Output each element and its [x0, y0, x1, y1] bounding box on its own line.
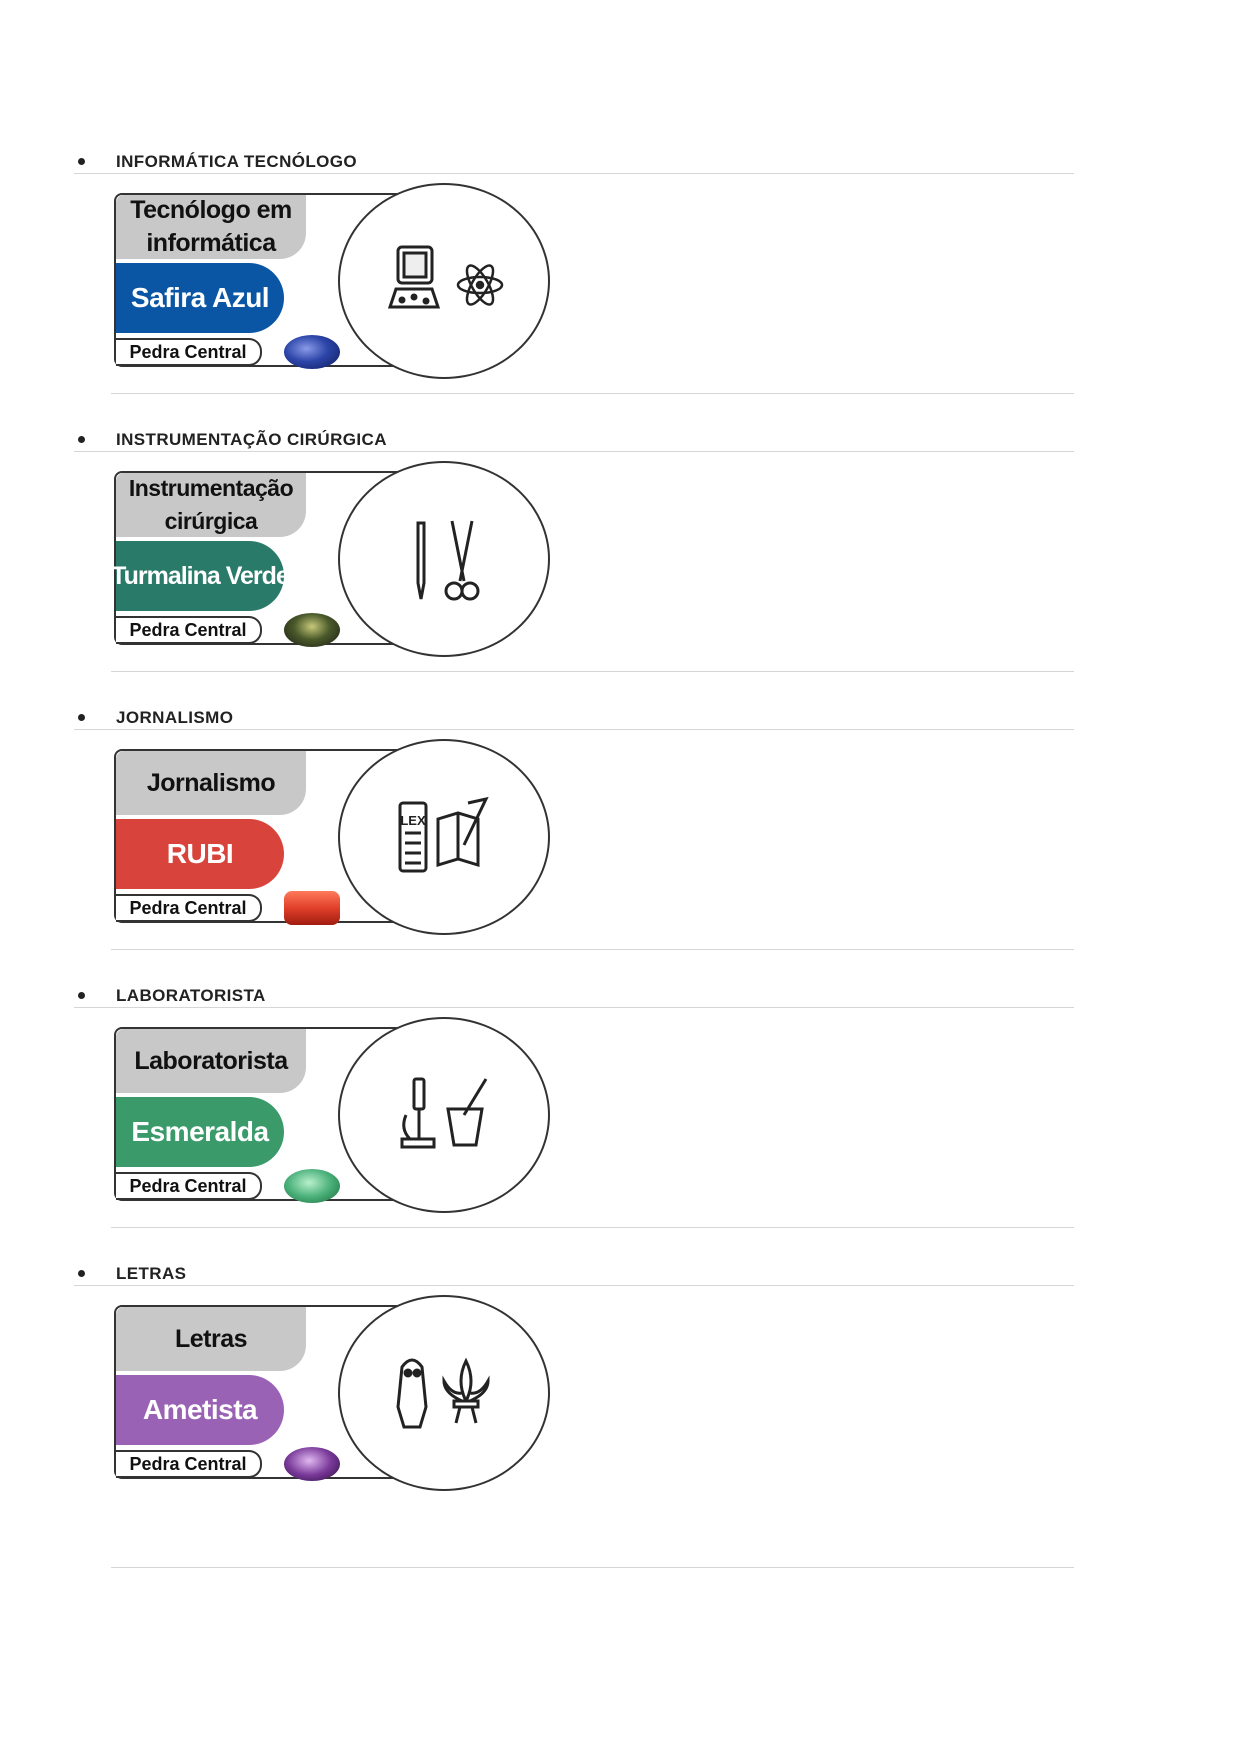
pedra-central-label: Pedra Central — [129, 341, 247, 362]
owl-icon — [398, 1360, 426, 1427]
pedra-central-label: Pedra Central — [129, 897, 247, 918]
pedra-central-label: Pedra Central — [129, 1175, 247, 1196]
section-heading — [74, 429, 1074, 452]
gem-name-box — [116, 263, 284, 333]
course-name — [175, 1323, 247, 1356]
gemstone-image — [284, 1447, 340, 1481]
section-heading-text: JORNALISMO — [116, 708, 234, 727]
bullet-icon — [78, 714, 85, 721]
course-name-box — [116, 1307, 306, 1371]
section-heading-text: INSTRUMENTAÇÃO CIRÚRGICA — [116, 430, 387, 449]
course-name-box — [116, 1029, 306, 1093]
gemstone-image — [284, 1169, 340, 1203]
divider — [111, 671, 1074, 672]
seal-emblem — [338, 1017, 550, 1213]
course-name-line: cirúrgica — [164, 508, 258, 534]
gem-name: Safira Azul — [130, 282, 270, 313]
pedra-central-box — [116, 1172, 262, 1200]
section-heading — [74, 707, 1074, 730]
gemstone-image — [284, 613, 340, 647]
seal-emblem — [338, 1295, 550, 1491]
pedra-central-label: Pedra Central — [129, 1453, 247, 1474]
gem-name: Ametista — [142, 1394, 258, 1425]
course-badge — [114, 1295, 550, 1491]
atom-icon — [458, 262, 502, 308]
course-name-line: Jornalismo — [146, 768, 276, 797]
lex-label: LEX — [400, 813, 426, 828]
bullet-icon — [78, 158, 85, 165]
course-name-box — [116, 751, 306, 815]
course-name-line: informática — [146, 229, 276, 257]
pedra-central-box — [116, 338, 262, 366]
course-name — [134, 1045, 287, 1078]
divider — [111, 949, 1074, 950]
section-heading-text: LABORATORISTA — [116, 986, 266, 1005]
pedra-central-box — [116, 894, 262, 922]
seal-emblem — [338, 739, 550, 935]
section-heading — [74, 1263, 1074, 1286]
divider — [111, 1567, 1074, 1568]
gem-name-box — [116, 819, 284, 889]
pedra-central-label: Pedra Central — [129, 619, 247, 640]
seal-emblem — [338, 183, 550, 379]
course-name — [147, 767, 275, 800]
section-laboratorista — [74, 985, 1074, 1265]
pedra-central-box — [116, 1450, 262, 1478]
computer-icon — [390, 247, 438, 307]
course-name — [130, 194, 292, 260]
gem-name-box — [116, 1097, 284, 1167]
gem-name: Turmalina Verde — [111, 561, 289, 590]
course-name-line: Laboratorista — [134, 1046, 288, 1075]
section-heading — [74, 151, 1074, 174]
course-name — [129, 472, 293, 538]
seal-emblem — [338, 461, 550, 657]
pedra-central-box — [116, 616, 262, 644]
course-badge — [111, 461, 550, 657]
gem-name: Esmeralda — [131, 1116, 269, 1147]
gem-name-box — [111, 541, 289, 611]
course-name-line: Instrumentação — [128, 475, 294, 501]
book-quill-icon — [438, 799, 486, 865]
gemstone-image — [284, 891, 340, 925]
divider — [111, 393, 1074, 394]
scissors-icon — [446, 521, 478, 599]
gem-name-box — [116, 1375, 284, 1445]
section-heading — [74, 985, 1074, 1008]
mortar-pestle-icon — [448, 1079, 486, 1145]
section-jornalismo — [74, 707, 1074, 987]
bullet-icon — [78, 1270, 85, 1277]
scalpel-icon — [418, 523, 424, 599]
divider — [111, 1227, 1074, 1228]
course-name-line: Tecnólogo em — [130, 196, 292, 224]
course-badge — [114, 739, 550, 935]
lex-tablet-icon — [400, 803, 426, 871]
section-instrumentacao-cirurgica — [74, 429, 1074, 709]
section-letras — [74, 1263, 1074, 1543]
microscope-icon — [402, 1079, 434, 1147]
course-name-line: Letras — [174, 1324, 248, 1353]
gem-name: RUBI — [166, 838, 234, 869]
bullet-icon — [78, 436, 85, 443]
course-badge — [114, 1017, 550, 1213]
section-heading-text: INFORMÁTICA TECNÓLOGO — [116, 152, 358, 171]
section-informatica-tecnologo — [74, 151, 1074, 431]
section-heading-text: LETRAS — [116, 1264, 187, 1283]
course-badge — [114, 183, 550, 379]
course-name-box — [116, 195, 306, 259]
course-name-box — [116, 473, 306, 537]
gemstone-image — [284, 335, 340, 369]
bullet-icon — [78, 992, 85, 999]
fleur-de-lis-icon — [444, 1361, 488, 1423]
